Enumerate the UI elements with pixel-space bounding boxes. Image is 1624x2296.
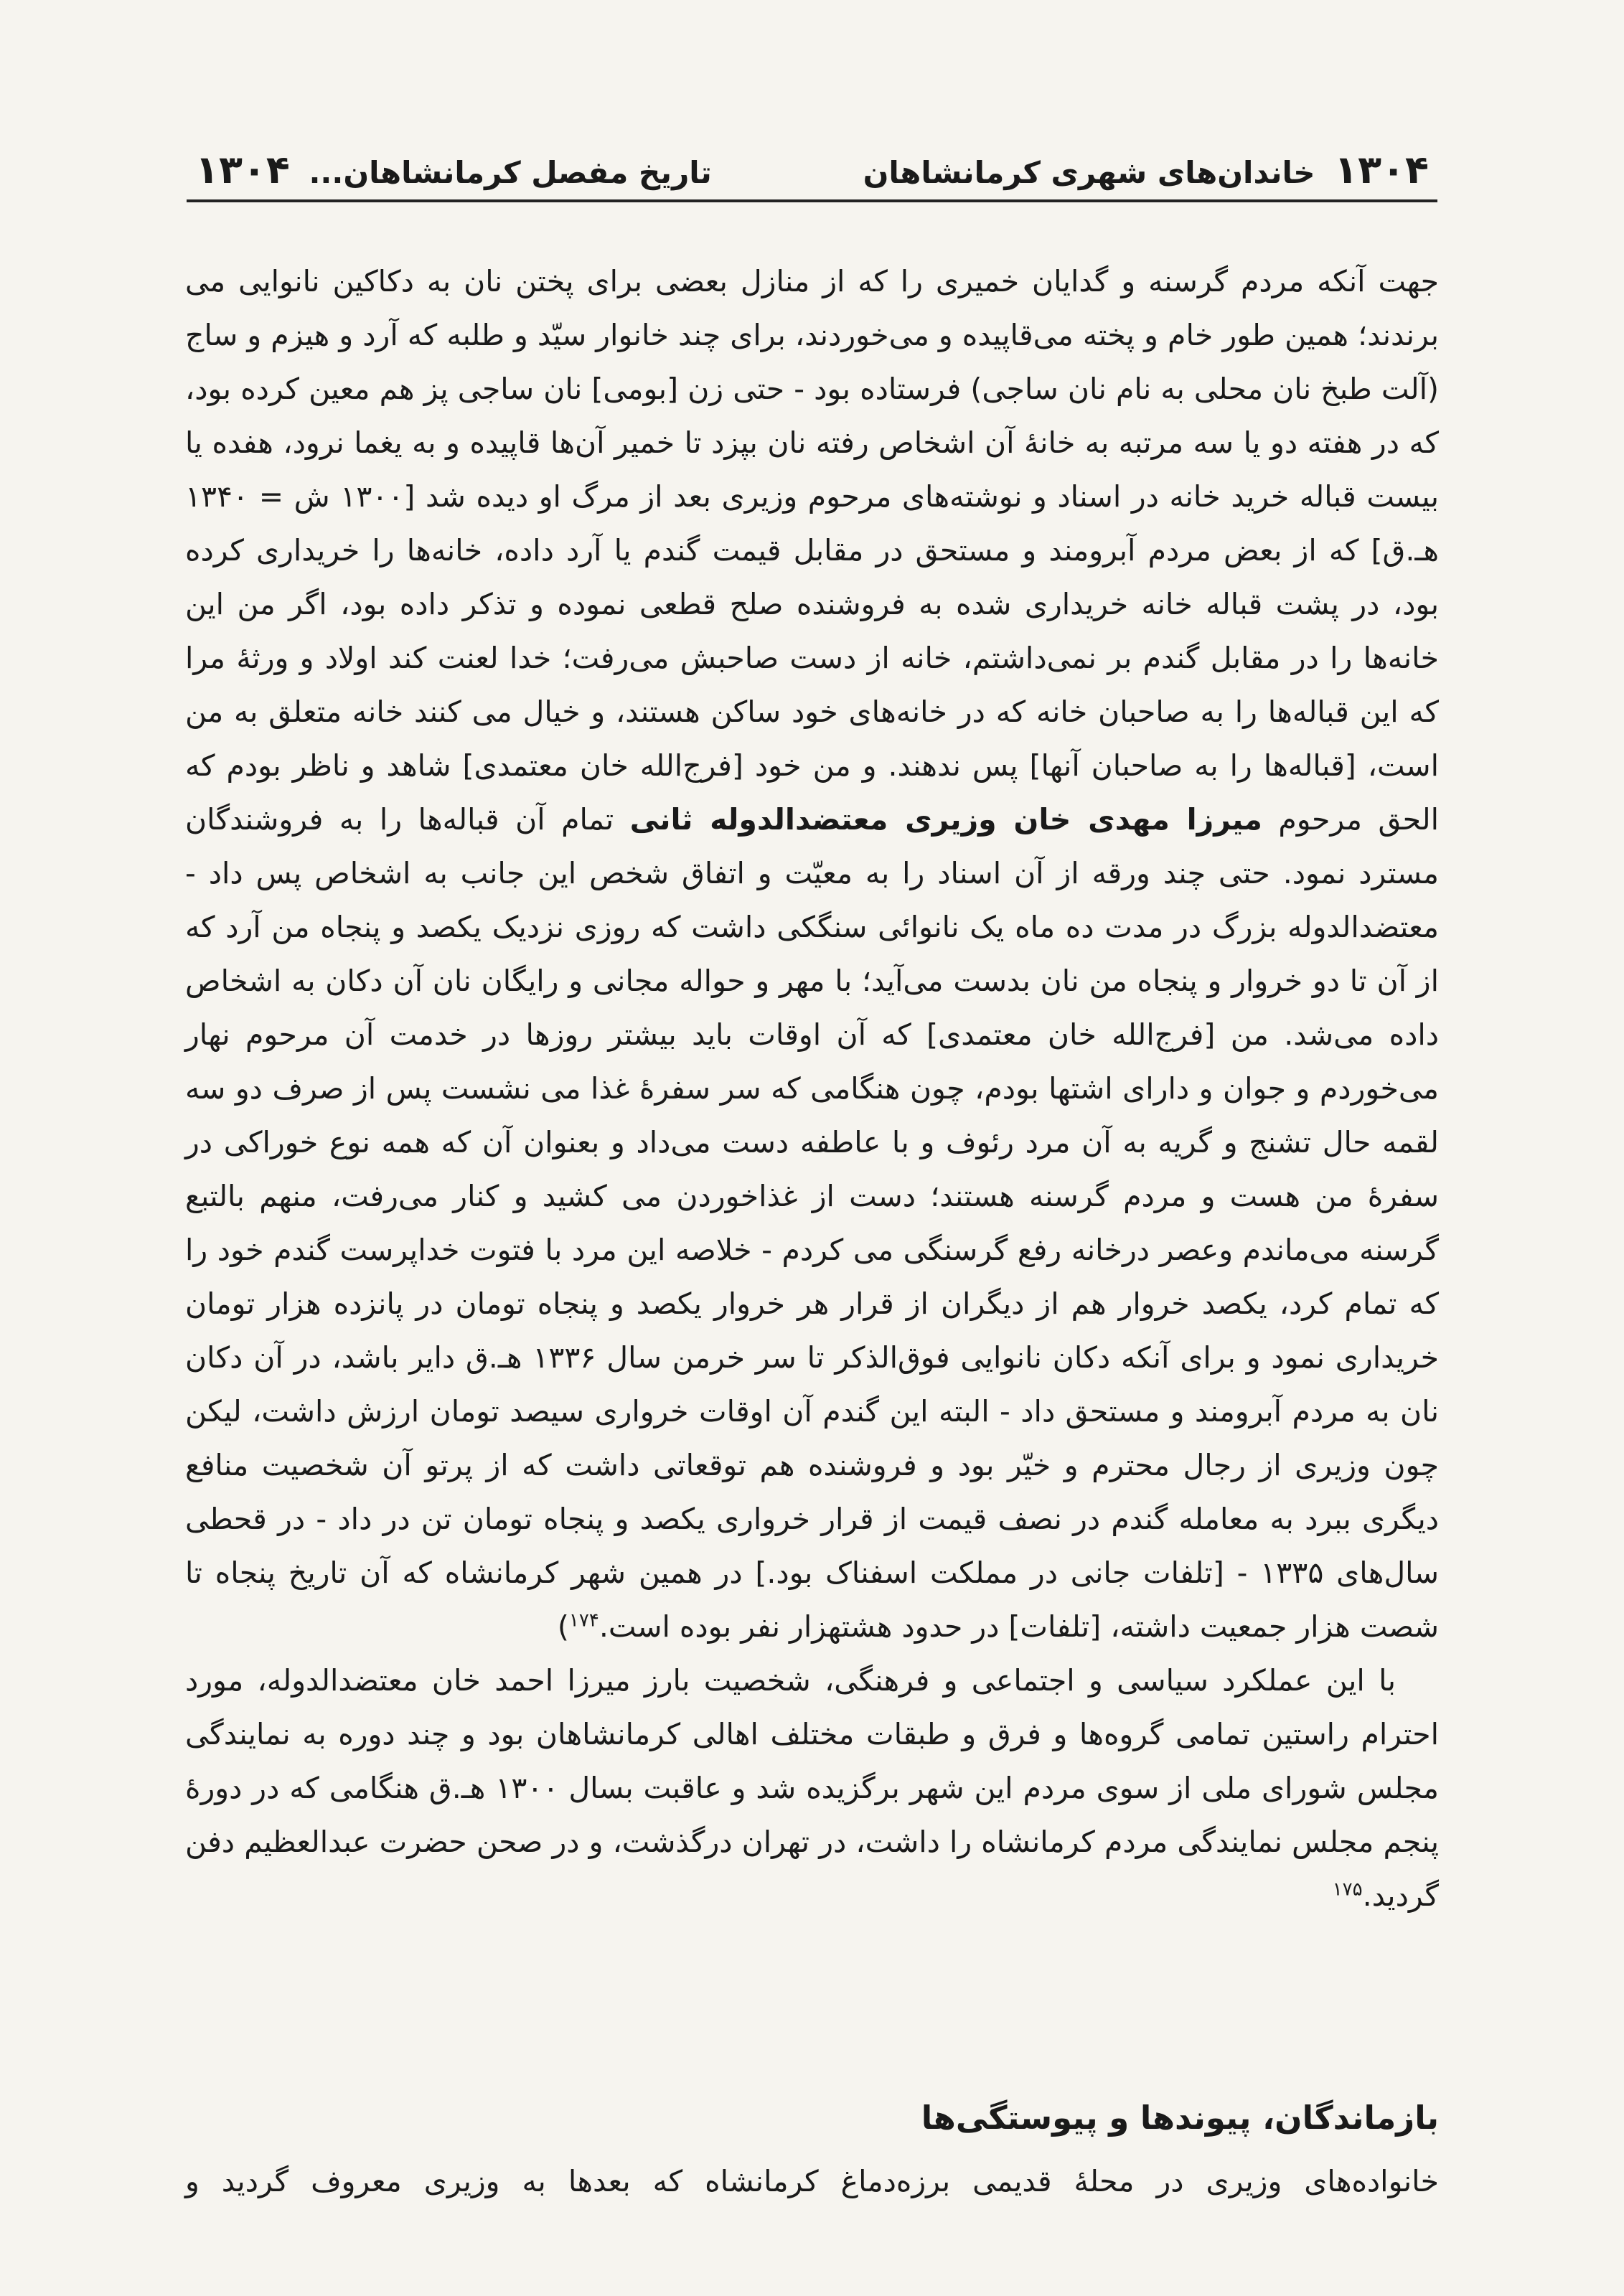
header-chapter-title: خاندان‌های شهری کرمانشاهان — [863, 155, 1315, 190]
header-page-number-left: ۱۳۰۴ — [195, 147, 290, 192]
header-rule — [187, 199, 1437, 202]
section-heading: بازماندگان، پیوندها و پیوستگی‌ها — [921, 2099, 1439, 2137]
paragraph-2-text: با این عملکرد سیاسی و اجتماعی و فرهنگی، شخصیت بارز میرزا احمد خان معتضدالدوله، مورد احترام راستین تمامی گروه‌ها و فرق و طبقات مختلف اهالی کرمانشاهان بود و چند دوره به نمایندگی مجلس شورای ملی از سوی مردم این شهر برگزیده شد و عاقبت بسال ۱۳۰۰ هـ.ق هنگامی که در دورهٔ پنجم مجلس نمایندگی مردم کرمانشاه را داشت، در تهران درگذشت، و در صحن حضرت عبدالعظیم دفن گردید. — [185, 1663, 1439, 1913]
header-page-number-right: ۱۳۰۴ — [1334, 147, 1429, 192]
body-text — [185, 255, 1439, 1923]
paragraph-1-close: ) — [557, 1609, 569, 1644]
paragraph-1 — [185, 255, 1439, 1654]
paragraph-1-text: جهت آنکه مردم گرسنه و گدایان خمیری را که از منازل بعضی برای پختن نان به دکاکین نانوایی می برندند؛ همین طور خام و پخته می‌قاپیده و می‌خوردند، برای چند خانوار سیّد و طلبه که آرد و هیزم و ساج (آلت طبخ نان محلی به نام نان ساجی) فرستاده بود - حتی زن [بومی] نان ساجی پز هم معین کرده بود، که در هفته دو یا سه مرتبه به خانهٔ آن اشخاص رفته نان بپزد تا خمیر آن‌ها قاپیده و به یغما نرود، هفده یا بیست قباله خرید خانه در اسناد و نوشته‌های مرحوم وزیری بعد از مرگ او دیده شد [۱۳۰۰ ش = ۱۳۴۰ هـ.ق] که از بعض مردم آبرومند و مستحق در مقابل قیمت گندم یا آرد داده، خانه‌ها را خریداری کرده بود، در پشت قباله خانه خریداری شده به فروشنده صلح قطعی نموده و تذکر داده بود، اگر من این خانه‌ها را در مقابل گندم بر نمی‌داشتم، خانه از دست صاحبش می‌رفت؛ خدا لعنت کند اولاد و ورثهٔ مرا که این قباله‌ها را به صاحبان خانه که در خانه‌های خود ساکن هستند، و خیال می کنند خانه متعلق به من است، [قباله‌ها را به صاحبان آنها] پس ندهند. و من خود [فرج‌الله خان معتمدی] شاهد و ناظر بودم که الحق مرحوم — [185, 264, 1439, 837]
header-chapter — [863, 147, 1437, 192]
footnote-ref-175: ۱۷۵ — [1332, 1878, 1363, 1901]
paragraph-1-bold-name: میرزا مهدی خان وزیری معتضدالدوله ثانی — [629, 802, 1262, 837]
header-book — [187, 147, 712, 192]
paragraph-2 — [185, 1654, 1439, 1923]
footnote-ref-174: ۱۷۴ — [568, 1609, 599, 1632]
header-book-title: تاریخ مفصل کرمانشاهان... — [309, 155, 712, 190]
section-first-line: خانواده‌های وزیری در محلهٔ قدیمی برزه‌دماغ کرمانشاه که بعدها به وزیری معروف گردید و — [185, 2164, 1439, 2198]
running-header — [187, 147, 1437, 197]
paragraph-1-text-cont: تمام آن قباله‌ها را به فروشندگان مسترد نمود. حتی چند ورقه از آن اسناد را به معیّت و اتفاق شخص این جانب به اشخاص پس داد - معتضدالدوله بزرگ در مدت ده ماه یک نانوائی سنگکی داشت که روزی نزدیک یکصد و پنجاه من آرد که از آن تا دو خروار و پنجاه من نان بدست می‌آید؛ با مهر و حواله مجانی و رایگان نان آن دکان به اشخاص داده می‌شد. من [فرج‌الله خان معتمدی] که آن اوقات باید بیشتر روزها در خدمت آن مرحوم نهار می‌خوردم و جوان و دارای اشتها بودم، چون هنگامی که سر سفرهٔ غذا می نشست پس از صرف دو سه لقمه حال تشنج و گریه به آن مرد رئوف و با عاطفه دست می‌داد و بعنوان آن که همه نوع خوراکی در سفرهٔ من هست و مردم گرسنه هستند؛ دست از غذاخوردن می کشید و کنار می‌رفت، منهم بالتبع گرسنه می‌ماندم وعصر درخانه رفع گرسنگی می کردم - خلاصه این مرد با فتوت خداپرست گندم خود را که تمام کرد، یکصد خروار هم از دیگران از قرار هر خروار یکصد و پنجاه تومان در پانزده هزار تومان خریداری نمود و برای آنکه دکان نانوایی فوق‌الذکر تا سر خرمن سال ۱۳۳۶ هـ.ق دایر باشد، در آن دکان نان به مردم آبرومند و مستحق داد - البته این گندم آن اوقات خرواری سیصد تومان ارزش داشت، لیکن چون وزیری از رجال محترم و خیّر بود و فروشنده هم توقعاتی داشت که از پرتو آن شخصیت منافع دیگری ببرد به معامله گندم در نصف قیمت از قرار خرواری یکصد و پنجاه تومان تن در داد - در قحطی سال‌های ۱۳۳۵ - [تلفات جانی در مملکت اسفناک بود.] در همین شهر کرمانشاه که آن تاریخ پنجاه تا شصت هزار جمعیت داشته، [تلفات] در حدود هشتهزار نفر بوده است. — [185, 802, 1439, 1644]
